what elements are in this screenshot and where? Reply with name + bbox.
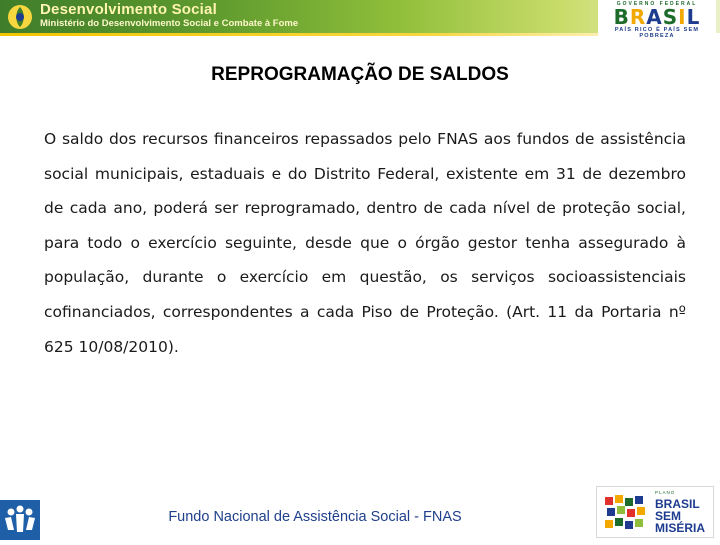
- ministry-emblem-icon: [6, 3, 34, 31]
- brasil-sem-miseria-logo: [596, 486, 714, 538]
- colored-blocks-icon: [603, 493, 647, 533]
- org-subtitle: Ministério do Desenvolvimento Social e Combate à Fome: [40, 18, 299, 29]
- org-title: Desenvolvimento Social: [40, 1, 217, 18]
- logo-small-text: PLANO: [655, 490, 676, 495]
- gov-logo-top-text: GOVERNO FEDERAL: [616, 1, 698, 7]
- page-title: REPROGRAMAÇÃO DE SALDOS: [211, 64, 509, 85]
- government-logo: [598, 0, 716, 39]
- gov-logo-main-text: BRASIL: [613, 5, 701, 29]
- logo-line-1: BRASIL: [655, 497, 700, 511]
- logo-line-3: MISÉRIA: [655, 521, 706, 535]
- gov-logo-tagline: PAÍS RICO É PAÍS SEM POBREZA: [614, 27, 700, 39]
- footer-text: Fundo Nacional de Assistência Social - FNAS: [168, 509, 462, 525]
- body-paragraph: O saldo dos recursos financeiros repassados pelo FNAS aos fundos de assistência social municipais, estaduais e do Distrito Federal, existente em 31 de dezembro de cada ano, poderá ser reprogramado, dentro de cada nível de proteção social, para todo o exercício seguinte, desde que o órgão gestor tenha assegurado à população, durante o exercício em questão, os serviços socioassistenciais cofinanciados, correspondentes a cada Piso de Proteção. (Art. 11 da Portaria nº 625 10/08/2010).: [44, 130, 686, 356]
- logo-line-2: SEM: [655, 509, 682, 523]
